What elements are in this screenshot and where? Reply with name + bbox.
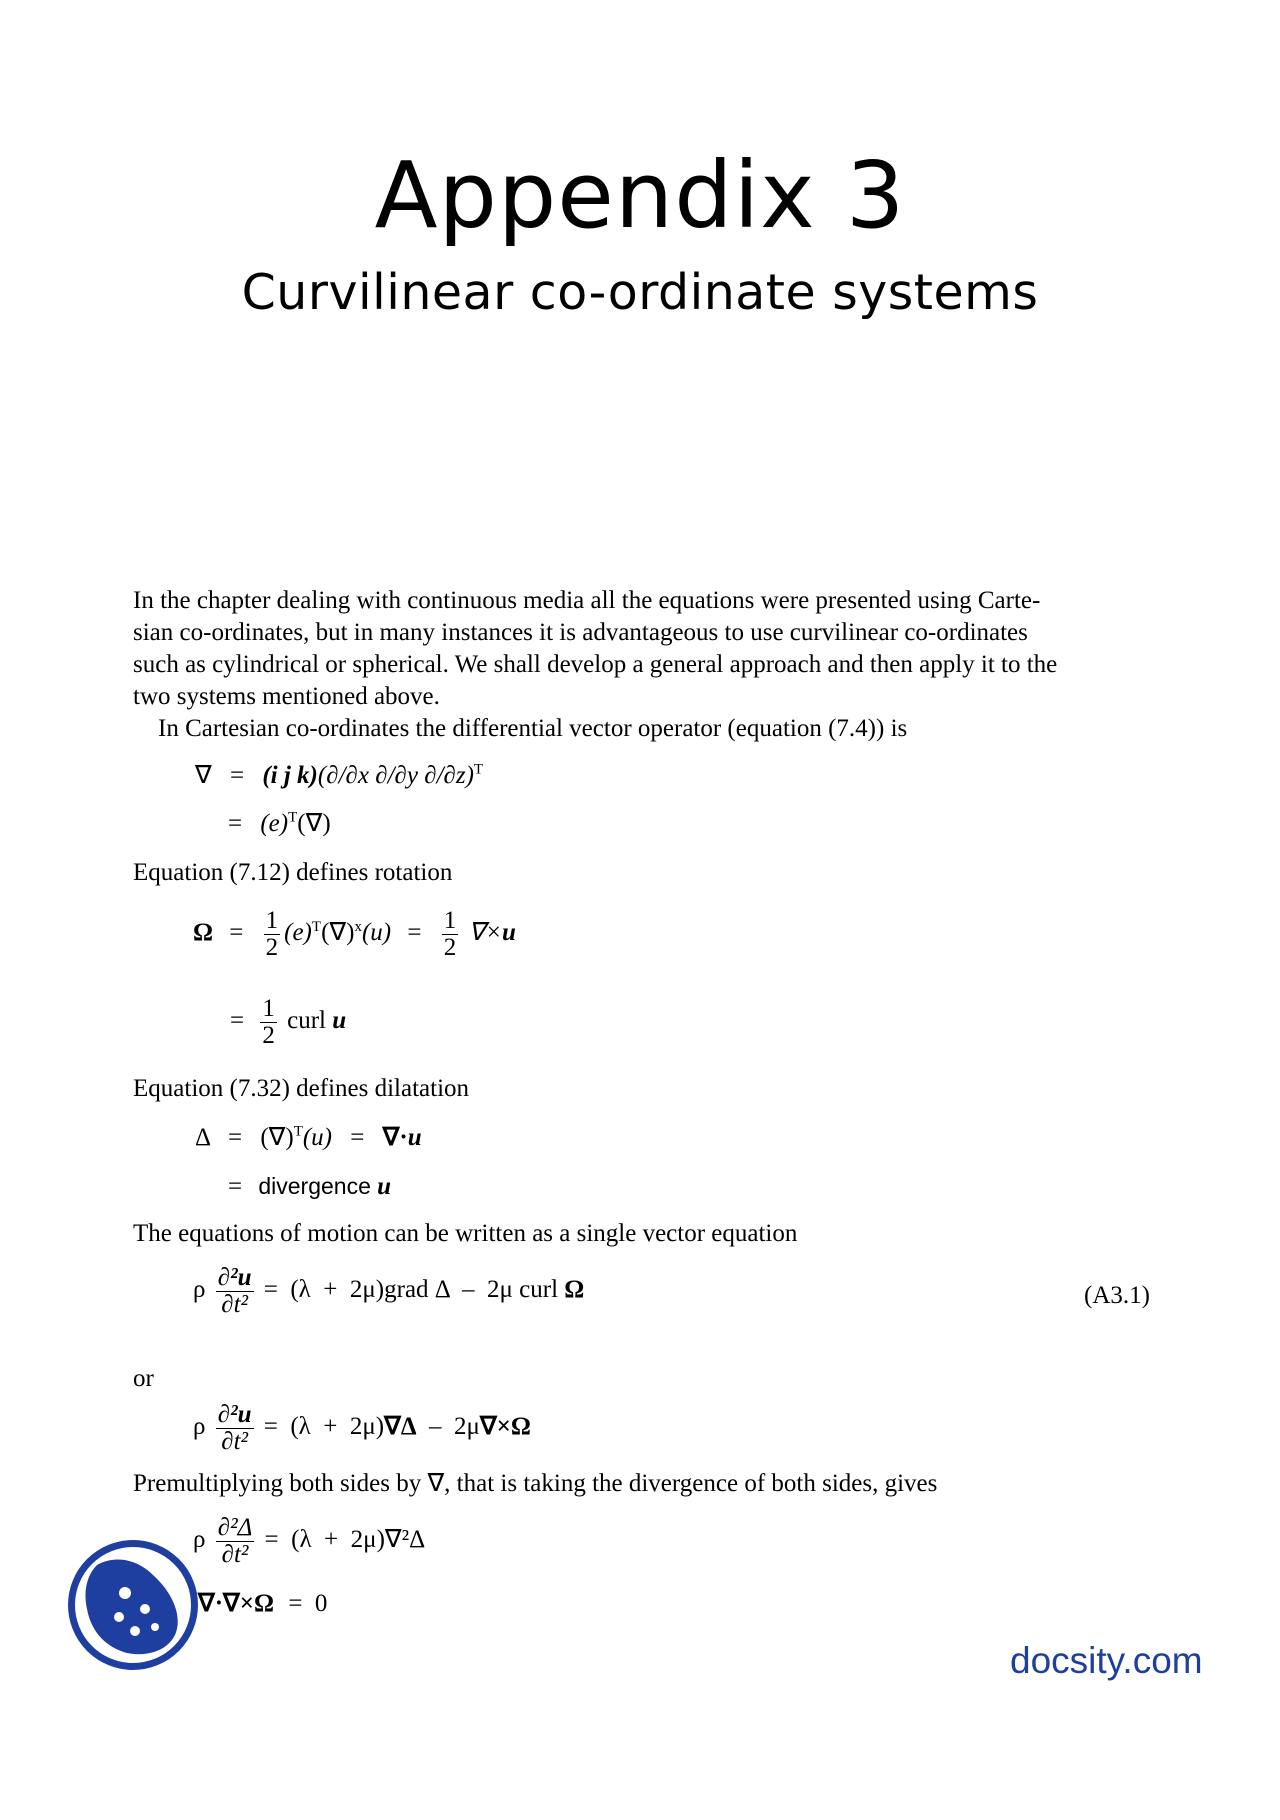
equation-dilatation-divergence: = divergence u [228,1173,392,1200]
equation-number: (A3.1) [1084,1282,1150,1309]
nabla-symbol: ∇ [195,762,212,789]
paragraph-line: sian co-ordinates, but in many instances it is advantageous to use curvilinear co-ordinates [133,619,1028,646]
paragraph-line: In the chapter dealing with continuous media all the equations were presented using Carte- [133,587,1041,614]
premultiply-intro: Premultiplying both sides by ∇, that is taking the divergence of both sides, gives [133,1470,938,1497]
omega-symbol: Ω [193,919,214,947]
motion-intro: The equations of motion can be written as a single vector equation [133,1220,798,1247]
fraction-one-half: $\frac{1}{2}$ [443,907,457,961]
equation-dilatation: Δ = (∇)$^T$(u) = ∇·u [195,1123,422,1151]
second-derivative: $\frac{\text{∂²u}}{\text{∂t²}}$ [217,1401,252,1455]
equation-nabla-matrix-form: = $(e)^T(\nabla)$ [228,809,331,837]
equation-motion-nabla-form: ρ $\frac{\text{∂²u}}{\text{∂t²}}$ = (λ + 2μ)∇Δ – 2μ∇×Ω [193,1401,531,1455]
equation-divergence-wave: ρ $\frac{\text{∂²Δ}}{\text{∂t²}}$ = (λ + 2μ)∇²Δ [193,1514,426,1568]
fraction-one-half: $\frac{1}{2}$ [262,995,275,1049]
page-title: Appendix 3 [374,142,906,249]
delta-symbol: Δ [195,1124,210,1151]
second-derivative: $\frac{\text{∂²Δ}}{\text{∂t²}}$ [217,1514,253,1568]
paragraph-line: such as cylindrical or spherical. We shall develop a general approach and then apply it to the [133,651,1058,678]
paragraph-line: In Cartesian co-ordinates the differential vector operator (equation (7.4)) is [158,715,908,742]
dilatation-intro: Equation (7.32) defines dilatation [133,1075,470,1102]
or-text: or [133,1365,154,1392]
equation-nabla-definition: ∇ = (i j k)(∂/∂x ∂/∂y ∂/∂z)$^T$ [195,761,484,789]
equation-rotation: Ω = $\frac{1}{2}$ $(e)^T(\nabla)^x(u)$ = $\frac{1}{2}$ ∇×u [193,907,516,961]
second-derivative: $\frac{\text{∂²u}}{\text{∂t²}}$ [217,1264,252,1318]
paragraph-line: two systems mentioned above. [133,683,440,710]
equation-div-curl-zero: ∇·∇×Ω = 0 [198,1590,328,1617]
page-subtitle: Curvilinear co-ordinate systems [241,264,1039,321]
rotation-intro: Equation (7.12) defines rotation [133,859,453,886]
docsity-logo-icon [75,1547,191,1663]
equation-motion-a3-1: ρ $\frac{\text{∂²u}}{\text{∂t²}}$ = (λ + 2μ)grad Δ – 2μ curl Ω [193,1264,585,1318]
equation-rotation-curl: = $\frac{1}{2}$ curl u [230,995,347,1049]
docsity-link[interactable]: docsity.com [1010,1640,1203,1681]
fraction-one-half: $\frac{1}{2}$ [265,907,279,961]
docsity-logo[interactable] [68,1540,198,1670]
